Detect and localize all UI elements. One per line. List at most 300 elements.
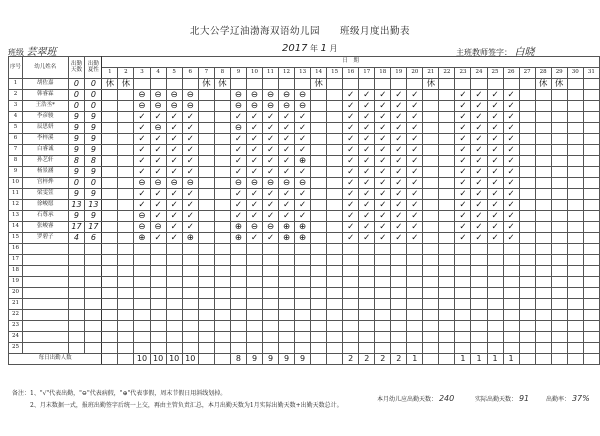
attendance-mark xyxy=(118,266,134,277)
attendance-mark xyxy=(391,255,407,266)
attendance-mark xyxy=(311,123,327,134)
attendance-mark: ⊖ xyxy=(150,90,166,101)
attendance-mark xyxy=(246,266,262,277)
attendance-mark xyxy=(567,288,583,299)
attendance-mark: ✓ xyxy=(343,200,359,211)
attendance-mark: ⊖ xyxy=(134,222,150,233)
attendance-mark xyxy=(230,288,246,299)
attendance-mark xyxy=(214,332,230,343)
attendance-mark: ✓ xyxy=(455,101,471,112)
absent-days xyxy=(85,310,102,321)
attendance-mark xyxy=(455,277,471,288)
attendance-mark: ⊖ xyxy=(182,178,198,189)
attendance-mark xyxy=(327,222,343,233)
attendance-mark xyxy=(391,321,407,332)
attendance-mark xyxy=(182,288,198,299)
row-number: 8 xyxy=(9,156,23,167)
daily-total-value: 10 xyxy=(150,354,166,365)
attendance-mark: ⊖ xyxy=(166,90,182,101)
attendance-mark xyxy=(519,123,535,134)
student-name: 李梓溪 xyxy=(22,134,68,145)
attendance-mark: ✓ xyxy=(182,112,198,123)
attendance-mark xyxy=(375,343,391,354)
attendance-mark xyxy=(567,277,583,288)
attendance-mark: ⊖ xyxy=(246,101,262,112)
student-name: 张峻睿 xyxy=(22,222,68,233)
attendance-mark xyxy=(118,288,134,299)
attendance-mark: ✓ xyxy=(487,123,503,134)
col-header-attend-days: 出勤 天数 xyxy=(68,57,85,79)
attendance-mark: ✓ xyxy=(391,112,407,123)
attendance-mark xyxy=(198,222,214,233)
attendance-mark: ✓ xyxy=(455,167,471,178)
attendance-mark: 休 xyxy=(118,79,134,90)
should-attend-label: 本月幼儿应出勤天数： xyxy=(377,396,438,403)
attendance-mark xyxy=(455,299,471,310)
attendance-mark xyxy=(583,343,599,354)
attendance-mark xyxy=(583,255,599,266)
attendance-mark xyxy=(407,266,423,277)
attendance-mark xyxy=(102,178,118,189)
absent-days: 9 xyxy=(85,211,102,222)
day-header: 8 xyxy=(214,68,230,79)
attendance-mark: ⊖ xyxy=(134,211,150,222)
attendance-mark xyxy=(455,321,471,332)
attendance-mark: ✓ xyxy=(166,134,182,145)
attendance-mark: ✓ xyxy=(391,123,407,134)
attendance-mark: ✓ xyxy=(263,167,279,178)
attendance-mark: ✓ xyxy=(263,211,279,222)
attendance-mark xyxy=(551,321,567,332)
attendance-mark: ✓ xyxy=(359,211,375,222)
attendance-mark xyxy=(214,222,230,233)
attendance-mark xyxy=(423,178,439,189)
day-header: 28 xyxy=(535,68,551,79)
attendance-mark xyxy=(407,288,423,299)
attendance-mark: ✓ xyxy=(359,189,375,200)
row-number: 7 xyxy=(9,145,23,156)
attendance-mark: ✓ xyxy=(343,156,359,167)
attendance-mark xyxy=(519,211,535,222)
table-row xyxy=(9,134,600,145)
attendance-mark xyxy=(583,156,599,167)
attendance-mark xyxy=(311,90,327,101)
attendance-mark xyxy=(246,244,262,255)
attendance-mark xyxy=(535,189,551,200)
actual-attend-field xyxy=(475,394,529,403)
attendance-mark: ✓ xyxy=(246,112,262,123)
attendance-mark: ⊖ xyxy=(230,178,246,189)
attendance-mark xyxy=(535,299,551,310)
attendance-mark xyxy=(118,310,134,321)
attendance-mark: ✓ xyxy=(503,189,519,200)
attendance-mark xyxy=(198,145,214,156)
attendance-mark: ⊖ xyxy=(230,101,246,112)
attendance-mark: ✓ xyxy=(407,145,423,156)
attendance-mark xyxy=(263,321,279,332)
attendance-mark xyxy=(327,112,343,123)
attendance-mark xyxy=(279,310,295,321)
attendance-mark xyxy=(198,211,214,222)
attendance-mark: ✓ xyxy=(246,145,262,156)
attendance-mark xyxy=(391,266,407,277)
attendance-mark xyxy=(327,145,343,156)
attendance-mark: ✓ xyxy=(407,123,423,134)
attendance-mark xyxy=(214,101,230,112)
attendance-mark xyxy=(311,189,327,200)
attendance-mark xyxy=(439,189,455,200)
attendance-mark xyxy=(567,310,583,321)
day-header: 26 xyxy=(503,68,519,79)
attendance-mark xyxy=(327,310,343,321)
attendance-mark: ✓ xyxy=(246,233,262,244)
attendance-mark: ✓ xyxy=(166,123,182,134)
attendance-mark: ✓ xyxy=(487,211,503,222)
attendance-mark: ✓ xyxy=(343,145,359,156)
attendance-mark xyxy=(102,211,118,222)
attendance-mark xyxy=(118,145,134,156)
daily-total-row xyxy=(9,354,600,365)
attendance-mark xyxy=(455,79,471,90)
day-header: 12 xyxy=(279,68,295,79)
attendance-mark xyxy=(407,332,423,343)
attend-days: 9 xyxy=(68,123,85,134)
absent-days xyxy=(85,332,102,343)
attendance-mark: ✓ xyxy=(343,211,359,222)
attendance-mark xyxy=(150,299,166,310)
attendance-mark xyxy=(198,134,214,145)
day-header: 18 xyxy=(375,68,391,79)
attendance-mark xyxy=(583,310,599,321)
attendance-mark xyxy=(182,277,198,288)
attendance-mark: ✓ xyxy=(455,134,471,145)
teacher-label: 主班教师签字： xyxy=(456,48,512,57)
attendance-mark xyxy=(455,266,471,277)
attendance-mark xyxy=(423,222,439,233)
attendance-mark xyxy=(263,332,279,343)
attendance-mark: ✓ xyxy=(375,145,391,156)
attendance-mark xyxy=(102,134,118,145)
attendance-mark xyxy=(535,178,551,189)
attendance-mark: ✓ xyxy=(503,90,519,101)
attendance-mark: ✓ xyxy=(375,134,391,145)
attendance-mark xyxy=(327,299,343,310)
attendance-mark xyxy=(311,134,327,145)
attendance-mark xyxy=(423,90,439,101)
attendance-mark xyxy=(343,343,359,354)
attendance-mark xyxy=(519,255,535,266)
attendance-mark: ✓ xyxy=(407,233,423,244)
month-label: 月 xyxy=(329,44,338,53)
attendance-mark xyxy=(118,343,134,354)
attendance-mark xyxy=(583,288,599,299)
attendance-mark xyxy=(150,244,166,255)
attendance-mark xyxy=(439,343,455,354)
student-name xyxy=(22,288,68,299)
attendance-mark: ✓ xyxy=(246,189,262,200)
attendance-mark xyxy=(423,112,439,123)
attendance-mark xyxy=(439,222,455,233)
attendance-mark: ✓ xyxy=(471,189,487,200)
attend-days: 13 xyxy=(68,200,85,211)
attendance-mark xyxy=(246,310,262,321)
day-header: 19 xyxy=(391,68,407,79)
col-header-absent: 出勤 夏性 xyxy=(85,57,102,79)
absent-days xyxy=(85,244,102,255)
attendance-mark xyxy=(375,266,391,277)
attendance-mark: ✓ xyxy=(343,134,359,145)
attendance-mark xyxy=(487,244,503,255)
attend-days: 0 xyxy=(68,101,85,112)
day-header: 14 xyxy=(311,68,327,79)
attendance-mark xyxy=(583,145,599,156)
attend-days: 9 xyxy=(68,134,85,145)
attendance-mark: ✓ xyxy=(487,200,503,211)
attendance-mark xyxy=(391,244,407,255)
attendance-mark xyxy=(150,288,166,299)
attendance-mark xyxy=(102,112,118,123)
attendance-mark: ✓ xyxy=(150,134,166,145)
row-number: 25 xyxy=(9,343,23,354)
attendance-mark xyxy=(423,123,439,134)
attend-days: 0 xyxy=(68,79,85,90)
attendance-mark xyxy=(214,156,230,167)
attendance-mark xyxy=(503,79,519,90)
attendance-mark xyxy=(214,189,230,200)
attendance-mark xyxy=(327,288,343,299)
attendance-mark xyxy=(198,255,214,266)
attend-days xyxy=(68,288,85,299)
attendance-mark xyxy=(134,255,150,266)
attendance-mark xyxy=(102,222,118,233)
attendance-mark: ✓ xyxy=(391,200,407,211)
attendance-mark: ✓ xyxy=(503,178,519,189)
attendance-mark xyxy=(118,189,134,200)
attendance-mark xyxy=(198,288,214,299)
attendance-mark xyxy=(551,156,567,167)
attendance-mark: ✓ xyxy=(391,101,407,112)
attendance-mark: ✓ xyxy=(230,200,246,211)
attendance-mark xyxy=(567,332,583,343)
attend-days xyxy=(68,343,85,354)
attendance-mark: ✓ xyxy=(471,123,487,134)
day-header: 31 xyxy=(583,68,599,79)
attendance-mark xyxy=(150,277,166,288)
attendance-mark xyxy=(214,266,230,277)
attendance-mark xyxy=(423,189,439,200)
attendance-mark xyxy=(567,123,583,134)
attendance-mark xyxy=(551,200,567,211)
attendance-mark xyxy=(295,288,311,299)
attendance-mark xyxy=(102,288,118,299)
attendance-mark: ✓ xyxy=(166,189,182,200)
attendance-mark xyxy=(583,332,599,343)
attendance-mark: ⊕ xyxy=(134,233,150,244)
attendance-mark xyxy=(583,277,599,288)
date-field xyxy=(282,43,337,54)
attendance-mark xyxy=(439,299,455,310)
attendance-mark xyxy=(295,321,311,332)
attendance-mark xyxy=(327,233,343,244)
student-name: 宫梓烨 xyxy=(22,178,68,189)
attendance-rate-field xyxy=(546,394,590,403)
absent-days xyxy=(85,343,102,354)
attendance-mark: ✓ xyxy=(487,233,503,244)
attendance-mark xyxy=(487,266,503,277)
attendance-mark: ✓ xyxy=(230,145,246,156)
attendance-mark xyxy=(102,266,118,277)
attendance-mark xyxy=(455,332,471,343)
daily-total-value: 9 xyxy=(295,354,311,365)
daily-total-value xyxy=(198,354,214,365)
attendance-mark: ✓ xyxy=(375,200,391,211)
attendance-mark xyxy=(359,288,375,299)
attendance-mark: ✓ xyxy=(166,156,182,167)
attendance-mark xyxy=(439,277,455,288)
attendance-mark xyxy=(230,277,246,288)
attendance-mark: ✓ xyxy=(407,211,423,222)
attendance-mark xyxy=(102,101,118,112)
attendance-mark xyxy=(535,123,551,134)
attendance-mark xyxy=(198,101,214,112)
attendance-mark xyxy=(487,255,503,266)
student-name: 石尊承 xyxy=(22,211,68,222)
day-header: 4 xyxy=(150,68,166,79)
attendance-mark xyxy=(519,134,535,145)
table-row xyxy=(9,288,600,299)
attendance-mark xyxy=(118,299,134,310)
attendance-mark xyxy=(519,222,535,233)
attendance-mark: ✓ xyxy=(455,112,471,123)
attendance-mark xyxy=(423,145,439,156)
attendance-mark: ✓ xyxy=(455,233,471,244)
attendance-mark: ✓ xyxy=(295,123,311,134)
table-row xyxy=(9,79,600,90)
attendance-mark: ⊖ xyxy=(150,101,166,112)
daily-total-value xyxy=(583,354,599,365)
attendance-mark xyxy=(343,321,359,332)
attendance-mark xyxy=(503,321,519,332)
attendance-mark: ⊖ xyxy=(134,178,150,189)
attendance-mark xyxy=(182,79,198,90)
attendance-mark: ✓ xyxy=(166,222,182,233)
attendance-mark: ✓ xyxy=(295,145,311,156)
day-header: 27 xyxy=(519,68,535,79)
attendance-mark: ⊖ xyxy=(263,178,279,189)
attendance-mark xyxy=(198,266,214,277)
attendance-mark xyxy=(487,299,503,310)
attendance-mark xyxy=(375,277,391,288)
attendance-mark xyxy=(198,189,214,200)
attendance-mark xyxy=(198,321,214,332)
attendance-mark xyxy=(166,343,182,354)
attendance-mark xyxy=(503,266,519,277)
attendance-mark xyxy=(423,211,439,222)
attendance-mark xyxy=(150,255,166,266)
attendance-mark xyxy=(263,310,279,321)
table-row xyxy=(9,156,600,167)
table-row xyxy=(9,123,600,134)
attendance-mark: ✓ xyxy=(359,134,375,145)
attendance-mark xyxy=(407,277,423,288)
attendance-mark xyxy=(455,255,471,266)
day-header: 16 xyxy=(343,68,359,79)
attendance-mark xyxy=(182,299,198,310)
student-name xyxy=(22,244,68,255)
attendance-mark xyxy=(118,123,134,134)
attendance-mark xyxy=(295,79,311,90)
attendance-mark xyxy=(118,211,134,222)
attendance-mark: ⊖ xyxy=(246,222,262,233)
class-label: 班级 xyxy=(8,48,24,57)
attendance-mark xyxy=(166,299,182,310)
attendance-mark xyxy=(423,156,439,167)
attendance-mark: ✓ xyxy=(375,189,391,200)
attendance-mark xyxy=(567,79,583,90)
attend-days xyxy=(68,266,85,277)
table-row xyxy=(9,244,600,255)
absent-days: 9 xyxy=(85,145,102,156)
absent-days: 0 xyxy=(85,90,102,101)
attendance-mark xyxy=(375,288,391,299)
attendance-mark xyxy=(423,277,439,288)
attendance-mark: ✓ xyxy=(246,167,262,178)
attendance-mark xyxy=(503,299,519,310)
attendance-mark xyxy=(198,233,214,244)
attendance-mark xyxy=(567,101,583,112)
attendance-mark: ✓ xyxy=(263,145,279,156)
footer-note-1: 备注：1、"√"代表出勤，"⊖"代表病假，"⊕"代表事假，周末节假日用斜线划掉。 xyxy=(12,390,227,397)
attendance-mark xyxy=(246,299,262,310)
attendance-mark xyxy=(535,310,551,321)
day-header: 23 xyxy=(455,68,471,79)
attendance-mark: ✓ xyxy=(375,222,391,233)
attendance-mark xyxy=(487,310,503,321)
absent-days: 6 xyxy=(85,233,102,244)
attendance-mark xyxy=(375,255,391,266)
attendance-mark xyxy=(343,79,359,90)
attendance-mark xyxy=(246,79,262,90)
attendance-mark xyxy=(134,332,150,343)
attendance-mark xyxy=(503,255,519,266)
day-header: 10 xyxy=(246,68,262,79)
attendance-mark: ✓ xyxy=(503,222,519,233)
attendance-mark xyxy=(583,123,599,134)
attendance-mark: ✓ xyxy=(134,156,150,167)
attendance-mark xyxy=(359,266,375,277)
attendance-mark xyxy=(230,310,246,321)
attendance-mark: ✓ xyxy=(359,156,375,167)
attendance-mark: ✓ xyxy=(503,233,519,244)
attendance-mark: ✓ xyxy=(246,211,262,222)
attendance-mark xyxy=(311,178,327,189)
attendance-mark xyxy=(182,244,198,255)
attendance-mark xyxy=(150,332,166,343)
attendance-mark xyxy=(583,321,599,332)
attendance-mark xyxy=(198,332,214,343)
student-name xyxy=(22,277,68,288)
attendance-mark xyxy=(535,211,551,222)
attendance-mark: ✓ xyxy=(279,134,295,145)
attendance-mark xyxy=(551,277,567,288)
attendance-mark xyxy=(375,332,391,343)
daily-total-value xyxy=(551,354,567,365)
attend-days: 0 xyxy=(68,90,85,101)
attendance-mark xyxy=(118,200,134,211)
attendance-mark xyxy=(471,299,487,310)
attendance-mark: ✓ xyxy=(471,200,487,211)
absent-days: 17 xyxy=(85,222,102,233)
